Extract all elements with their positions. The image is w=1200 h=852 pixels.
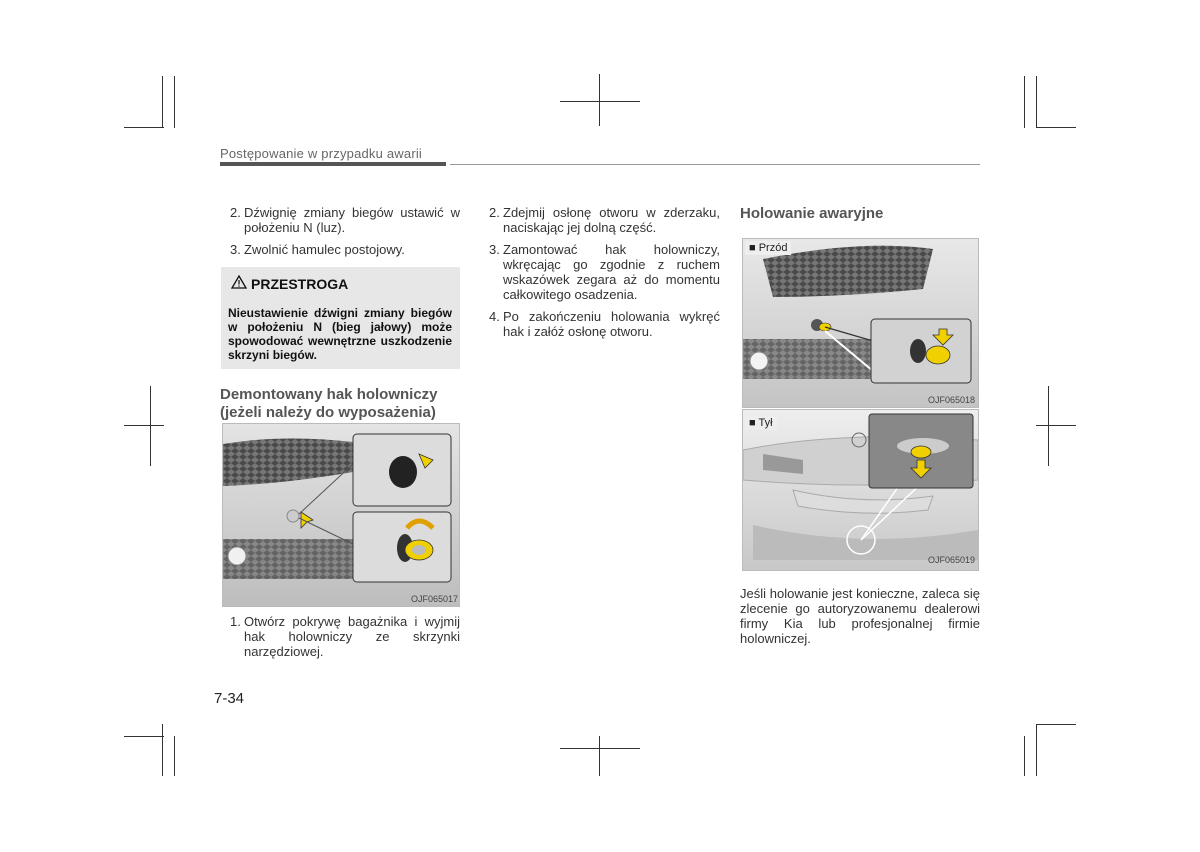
page-number: 7-34 (214, 690, 245, 707)
crop-mark (1048, 386, 1049, 466)
list-item: 2. Zdejmij osłonę otworu w zderzaku, naciskając jej dolną część. (489, 205, 720, 235)
crop-mark (1036, 724, 1037, 776)
list-item: 3. Zwolnić hamulec postojowy. (230, 242, 405, 257)
warning-triangle-icon (231, 275, 247, 292)
list-item: 4. Po zakończeniu holowania wykręć hak i załóż osłonę otworu. (489, 309, 720, 339)
crop-mark (174, 76, 175, 128)
rear-tow-figure (742, 409, 979, 571)
list-item: 3. Zamontować hak holowniczy, wkręcając go zgodnie z ruchem wskazówek zegara aż do momentu całkowitego osadzenia. (489, 242, 720, 302)
crop-mark (124, 425, 164, 426)
figure-code: OJF065017 (411, 594, 459, 604)
caution-box (221, 267, 460, 369)
tow-hook-figure (222, 423, 460, 607)
crop-mark (1036, 127, 1076, 128)
crop-mark (1036, 724, 1076, 725)
caution-heading: PRZESTROGA (231, 275, 348, 292)
list-item: 2. Dźwignię zmiany biegów ustawić w położeniu N (luz). (230, 205, 460, 235)
crop-mark (560, 748, 640, 749)
crop-mark (174, 736, 175, 776)
crop-mark (1036, 76, 1037, 128)
emergency-towing-paragraph: Jeśli holowanie jest konieczne, zaleca się zlecenie go autoryzowanemu dealerowi firmy Kia lub profesjonalnej firmie holowniczej. (740, 586, 980, 646)
steps-list-col1-after (230, 614, 460, 666)
front-bumper-illustration (743, 239, 978, 407)
steps-list-col2 (489, 205, 720, 346)
header-rule-light (450, 164, 980, 165)
crop-mark (1024, 736, 1025, 776)
crop-mark (162, 724, 163, 776)
steps-list-col1 (230, 205, 460, 264)
crop-mark (124, 127, 164, 128)
rear-bumper-illustration (743, 410, 978, 570)
figure-code: OJF065019 (928, 555, 976, 565)
header-rule-dark (220, 162, 446, 166)
crop-mark (1036, 425, 1076, 426)
crop-mark (599, 74, 600, 126)
crop-mark (162, 76, 163, 128)
section-title-emergency-towing: Holowanie awaryjne (740, 205, 884, 222)
crop-mark (599, 736, 600, 776)
crop-mark (1024, 76, 1025, 128)
crop-mark (124, 736, 164, 737)
rear-label: ■ Tył (745, 416, 777, 430)
section-title-tow-hook: Demontowany hak holowniczy (jeżeli należy do wyposażenia) (220, 386, 438, 421)
front-label: ■ Przód (745, 241, 791, 255)
list-item: 1. Otwórz pokrywę bagażnika i wyjmij hak holowniczy ze skrzynki narzędziowej. (230, 614, 460, 659)
chapter-title: Postępowanie w przypadku awarii (220, 146, 423, 161)
emergency-towing-paragraph-wrap (740, 586, 980, 646)
figure-code: OJF065018 (928, 395, 976, 405)
front-tow-figure (742, 238, 979, 408)
caution-text: Nieustawienie dźwigni zmiany biegów w położeniu N (bieg jałowy) może spowodować wewnętrzne uszkodzenie skrzyni biegów. (228, 306, 452, 362)
crop-mark (560, 101, 640, 102)
tow-hook-illustration (223, 424, 459, 606)
crop-mark (150, 386, 151, 466)
